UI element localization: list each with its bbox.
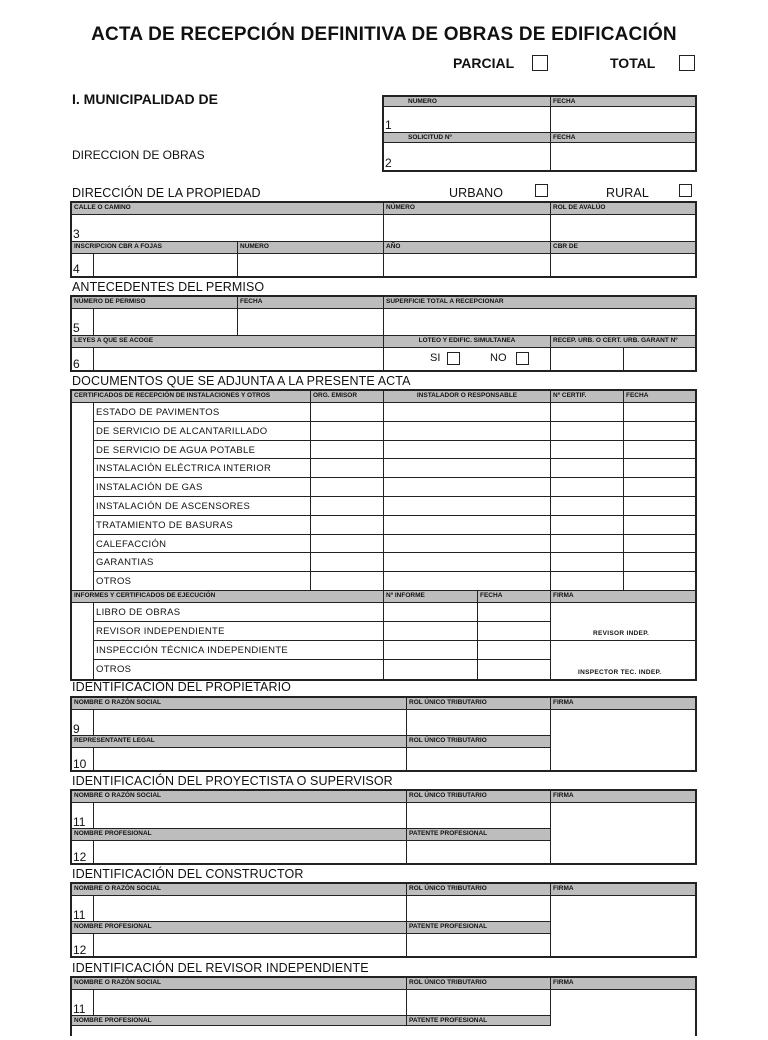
rut-revisor-header: ROL ÚNICO TRIBUTARIO xyxy=(407,978,551,990)
org-emisor-field[interactable] xyxy=(311,535,384,554)
ncert-field[interactable] xyxy=(551,553,624,572)
fecha-cert-field[interactable] xyxy=(624,572,695,591)
ncert-field[interactable] xyxy=(551,516,624,535)
row-number-12: 12 xyxy=(73,850,87,864)
row-gutter xyxy=(72,516,94,535)
informe-item xyxy=(94,622,384,641)
firma-informe-header: FIRMA xyxy=(551,591,695,603)
ninforme-header: Nº INFORME xyxy=(384,591,478,603)
fecha-cert-field[interactable] xyxy=(624,422,695,441)
org-emisor-field[interactable] xyxy=(311,403,384,422)
fecha-informe-field[interactable] xyxy=(478,641,551,660)
constructor-table xyxy=(70,882,697,958)
fecha-informe-field[interactable] xyxy=(478,603,551,622)
org-emisor-header: ORG. EMISOR xyxy=(311,391,384,403)
instalador-header: INSTALADOR O RESPONSABLE xyxy=(384,391,551,403)
calle-field[interactable] xyxy=(72,215,384,242)
ncert-field[interactable] xyxy=(551,572,624,591)
row-number-5: 5 xyxy=(73,321,80,335)
fecha-cert-field[interactable] xyxy=(624,516,695,535)
row-number-1: 1 xyxy=(385,118,392,132)
row-number-10: 10 xyxy=(73,757,87,771)
informe-item xyxy=(94,660,384,679)
nombre-prof-constructor-header: NOMBRE PROFESIONAL xyxy=(72,922,407,934)
inspector-indep-label: INSPECTOR TEC. INDEP. xyxy=(578,669,662,676)
cert-item-label: GARANTIAS xyxy=(96,557,154,569)
fecha-cert-header: FECHA xyxy=(624,391,695,403)
ninforme-field[interactable] xyxy=(384,622,478,641)
fecha-permiso-header: FECHA xyxy=(238,297,384,309)
fecha2-field[interactable] xyxy=(551,143,695,170)
cert-item xyxy=(94,422,311,441)
documentos-table xyxy=(70,389,697,681)
rol-field[interactable] xyxy=(551,215,695,242)
form-title: ACTA DE RECEPCIÓN DEFINITIVA DE OBRAS DE EDIFICACIÓN xyxy=(91,24,677,45)
instalador-field[interactable] xyxy=(384,441,551,460)
recep-field-2[interactable] xyxy=(624,348,695,370)
org-emisor-field[interactable] xyxy=(311,516,384,535)
patente-proyectista-field[interactable] xyxy=(407,841,551,863)
ncert-field[interactable] xyxy=(551,403,624,422)
fecha-cert-field[interactable] xyxy=(624,441,695,460)
cert-item xyxy=(94,535,311,554)
inscripcion-field[interactable] xyxy=(94,254,238,276)
firma-revisor-field[interactable] xyxy=(551,603,695,641)
fecha-informe-field[interactable] xyxy=(478,622,551,641)
total-label: TOTAL xyxy=(610,55,656,71)
firma-constructor-header: FIRMA xyxy=(551,884,695,896)
cert-item-label: ESTADO DE PAVIMENTOS xyxy=(96,407,220,418)
superficie-header: SUPERFICIE TOTAL A RECEPCIONAR xyxy=(384,297,695,309)
firma-constructor-field[interactable] xyxy=(551,896,695,956)
informe-item-label: LIBRO DE OBRAS xyxy=(96,607,181,618)
nombre-revisor-header: NOMBRE O RAZÓN SOCIAL xyxy=(72,978,407,990)
informe-item-label: INSPECCIÓN TÉCNICA INDEPENDIENTE xyxy=(96,645,289,656)
org-emisor-field[interactable] xyxy=(311,497,384,516)
row-gutter xyxy=(72,660,94,679)
org-emisor-field[interactable] xyxy=(311,459,384,478)
patente-proyectista-header: PATENTE PROFESIONAL xyxy=(407,829,551,841)
proyectista-title: IDENTIFICACIÓN DEL PROYECTISTA O SUPERVISOR xyxy=(72,774,393,788)
cert-item xyxy=(94,459,311,478)
fecha-informe-header: FECHA xyxy=(478,591,551,603)
row-number-4: 4 xyxy=(73,262,80,276)
inscripcion-header: INSCRIPCION CBR A FOJAS xyxy=(72,242,238,254)
rural-label: RURAL xyxy=(606,186,649,200)
numero-field[interactable] xyxy=(384,107,551,133)
ncert-header: Nº CERTIF. xyxy=(551,391,624,403)
row-gutter xyxy=(72,459,94,478)
row-gutter xyxy=(72,478,94,497)
firma-inspector-field[interactable] xyxy=(551,641,695,679)
rut-proyectista-field[interactable] xyxy=(407,803,551,829)
row-gutter xyxy=(72,535,94,554)
rut-propietario-field[interactable] xyxy=(407,710,551,736)
cbr-field[interactable] xyxy=(551,254,695,276)
informe-item-label: OTROS xyxy=(96,664,132,675)
instalador-field[interactable] xyxy=(384,422,551,441)
instalador-field[interactable] xyxy=(384,553,551,572)
representante-header: REPRESENTANTE LEGAL xyxy=(72,736,407,748)
ncert-field[interactable] xyxy=(551,441,624,460)
row-gutter xyxy=(72,497,94,516)
ninforme-field[interactable] xyxy=(384,603,478,622)
fecha-permiso-field[interactable] xyxy=(238,309,384,336)
no-checkbox[interactable] xyxy=(516,352,529,365)
cert-item-label: CALEFACCIÓN xyxy=(96,538,167,550)
instalador-field[interactable] xyxy=(384,572,551,591)
firma-revisor-id-field[interactable] xyxy=(551,990,695,1040)
firma-proyectista-header: FIRMA xyxy=(551,791,695,803)
instalador-field[interactable] xyxy=(384,535,551,554)
nombre-revisor-field[interactable] xyxy=(94,990,407,1016)
row-number-2: 2 xyxy=(385,156,392,170)
municipalidad-label: I. MUNICIPALIDAD DE xyxy=(72,91,218,107)
propiedad-table xyxy=(70,201,697,278)
leyes-field[interactable] xyxy=(94,348,384,370)
cert-item xyxy=(94,478,311,497)
numero-permiso-header: NÚMERO DE PERMISO xyxy=(72,297,238,309)
instalador-field[interactable] xyxy=(384,497,551,516)
representante-field[interactable] xyxy=(94,748,407,770)
parcial-label: PARCIAL xyxy=(453,55,515,71)
row-gutter xyxy=(72,553,94,572)
nombre-prof-proyectista-header: NOMBRE PROFESIONAL xyxy=(72,829,407,841)
row-number-12b: 12 xyxy=(73,943,87,957)
nombre-prof-revisor-header: NOMBRE PROFESIONAL xyxy=(72,1016,407,1026)
rut-proyectista-header: ROL ÚNICO TRIBUTARIO xyxy=(407,791,551,803)
fecha-informe-field[interactable] xyxy=(478,660,551,679)
row-number-11c: 11 xyxy=(73,1002,86,1016)
cbr-header: CBR DE xyxy=(551,242,695,254)
nombre-propietario-field[interactable] xyxy=(94,710,407,736)
revisor-table xyxy=(70,976,697,1036)
nombre-proyectista-field[interactable] xyxy=(94,803,407,829)
leyes-header: LEYES A QUE SE ACOGE xyxy=(72,336,384,348)
numero-cbr-field[interactable] xyxy=(238,254,384,276)
nombre-prof-constructor-field[interactable] xyxy=(94,934,407,956)
rut-constructor-header: ROL ÚNICO TRIBUTARIO xyxy=(407,884,551,896)
firma-propietario-header: FIRMA xyxy=(551,698,695,710)
numero-cbr-header: NUMERO xyxy=(238,242,384,254)
row-number-11b: 11 xyxy=(73,908,86,922)
recep-field-1[interactable] xyxy=(551,348,624,370)
revisor-indep-label: REVISOR INDEP. xyxy=(593,630,650,637)
fecha-header: FECHA xyxy=(551,97,695,107)
fecha-cert-field[interactable] xyxy=(624,553,695,572)
nombre-constructor-field[interactable] xyxy=(94,896,407,922)
row-gutter xyxy=(72,403,94,422)
row-number-11: 11 xyxy=(73,815,86,829)
ncert-field[interactable] xyxy=(551,497,624,516)
cert-item-label: OTROS xyxy=(96,576,132,588)
instalador-field[interactable] xyxy=(384,478,551,497)
cert-item xyxy=(94,553,311,572)
fecha-cert-field[interactable] xyxy=(624,535,695,554)
ncert-field[interactable] xyxy=(551,459,624,478)
solicitud-field[interactable] xyxy=(384,143,551,170)
anio-header: AÑO xyxy=(384,242,551,254)
fecha-cert-field[interactable] xyxy=(624,478,695,497)
informe-item xyxy=(94,641,384,660)
patente-revisor-header: PATENTE PROFESIONAL xyxy=(407,1016,551,1026)
total-checkbox[interactable] xyxy=(679,55,695,71)
rut-representante-field[interactable] xyxy=(407,748,551,770)
superficie-field[interactable] xyxy=(384,309,695,336)
revisor-title: IDENTIFICACIÓN DEL REVISOR INDEPENDIENTE xyxy=(72,961,369,975)
antecedentes-table xyxy=(70,295,697,372)
row-gutter xyxy=(72,441,94,460)
proyectista-table xyxy=(70,789,697,865)
cert-item xyxy=(94,572,311,591)
row-gutter xyxy=(72,641,94,660)
informe-item-label: REVISOR INDEPENDIENTE xyxy=(96,626,225,637)
si-checkbox[interactable] xyxy=(447,352,460,365)
urbano-label: URBANO xyxy=(449,186,504,200)
firma-propietario-field[interactable] xyxy=(551,710,695,770)
firma-proyectista-field[interactable] xyxy=(551,803,695,863)
org-emisor-field[interactable] xyxy=(311,441,384,460)
row-gutter xyxy=(72,603,94,622)
loteo-field xyxy=(384,348,551,370)
row-gutter xyxy=(72,572,94,591)
propiedad-title: DIRECCIÓN DE LA PROPIEDAD xyxy=(72,186,261,200)
ncert-field[interactable] xyxy=(551,535,624,554)
cert-item-label: INSTALACIÓN DE GAS xyxy=(96,482,203,494)
fecha-cert-field[interactable] xyxy=(624,497,695,516)
row-number-6: 6 xyxy=(73,357,80,371)
org-emisor-field[interactable] xyxy=(311,422,384,441)
cert-item-label: TRATAMIENTO DE BASURAS xyxy=(96,519,233,531)
cert-item xyxy=(94,516,311,535)
recep-header: RECEP. URB. O CERT. URB. GARANT Nº xyxy=(551,336,695,348)
no-label: NO xyxy=(490,352,507,364)
numero-prop-field[interactable] xyxy=(384,215,551,242)
instalador-field[interactable] xyxy=(384,516,551,535)
fecha-cert-field[interactable] xyxy=(624,403,695,422)
cert-header: CERTIFICADOS DE RECEPCIÓN DE INSTALACIONES Y OTROS xyxy=(72,391,311,403)
ncert-field[interactable] xyxy=(551,478,624,497)
calle-header: CALLE O CAMINO xyxy=(72,203,384,215)
constructor-title: IDENTIFICACIÓN DEL CONSTRUCTOR xyxy=(72,867,304,881)
cert-item-label: DE SERVICIO DE AGUA POTABLE xyxy=(96,444,256,456)
rol-header: ROL DE AVALÚO xyxy=(551,203,695,215)
row-number-9: 9 xyxy=(73,722,80,736)
org-emisor-field[interactable] xyxy=(311,572,384,591)
rut-propietario-header: ROL ÚNICO TRIBUTARIO xyxy=(407,698,551,710)
rut-revisor-field[interactable] xyxy=(407,990,551,1016)
direccion-obras-label: DIRECCION DE OBRAS xyxy=(72,148,205,162)
cert-item-label: INSTALACIÓN DE ASCENSORES xyxy=(96,501,251,512)
rut-representante-header: ROL ÚNICO TRIBUTARIO xyxy=(407,736,551,748)
propietario-title: IDENTIFICACIÓN DEL PROPIETARIO xyxy=(72,680,291,694)
si-label: SI xyxy=(430,352,441,364)
nombre-constructor-header: NOMBRE O RAZÓN SOCIAL xyxy=(72,884,407,896)
nombre-prof-proyectista-field[interactable] xyxy=(94,841,407,863)
row-gutter xyxy=(72,422,94,441)
firma-revisor-header: FIRMA xyxy=(551,978,695,990)
rut-constructor-field[interactable] xyxy=(407,896,551,922)
ninforme-field[interactable] xyxy=(384,641,478,660)
numero-permiso-field[interactable] xyxy=(94,309,238,336)
cert-item xyxy=(94,497,311,516)
urbano-checkbox[interactable] xyxy=(535,184,548,197)
cert-item xyxy=(94,403,311,422)
propietario-table xyxy=(70,696,697,772)
nombre-propietario-header: NOMBRE O RAZÓN SOCIAL xyxy=(72,698,407,710)
org-emisor-field[interactable] xyxy=(311,553,384,572)
documentos-title: DOCUMENTOS QUE SE ADJUNTA A LA PRESENTE ACTA xyxy=(72,374,411,388)
fecha-field[interactable] xyxy=(551,107,695,133)
fecha-cert-field[interactable] xyxy=(624,459,695,478)
parcial-checkbox[interactable] xyxy=(532,55,548,71)
org-emisor-field[interactable] xyxy=(311,478,384,497)
informes-header: INFORMES Y CERTIFICADOS DE EJECUCIÓN xyxy=(72,591,384,603)
solicitud-header: SOLICITUD Nº xyxy=(384,133,551,143)
instalador-field[interactable] xyxy=(384,403,551,422)
numero-prop-header: NÚMERO xyxy=(384,203,551,215)
ninforme-field[interactable] xyxy=(384,660,478,679)
patente-constructor-header: PATENTE PROFESIONAL xyxy=(407,922,551,934)
row-number-3: 3 xyxy=(73,227,80,241)
cert-item-label: DE SERVICIO DE ALCANTARILLADO xyxy=(96,425,268,437)
numero-header: NUMERO xyxy=(384,97,551,107)
informe-item xyxy=(94,603,384,622)
anio-field[interactable] xyxy=(384,254,551,276)
patente-constructor-field[interactable] xyxy=(407,934,551,956)
antecedentes-title: ANTECEDENTES DEL PERMISO xyxy=(72,280,265,294)
rural-checkbox[interactable] xyxy=(679,184,692,197)
cert-item-label: INSTALACIÓN ELÉCTRICA INTERIOR xyxy=(96,463,272,475)
row-gutter xyxy=(72,622,94,641)
loteo-header: LOTEO Y EDIFIC. SIMULTANEA xyxy=(384,336,551,348)
nombre-proyectista-header: NOMBRE O RAZÓN SOCIAL xyxy=(72,791,407,803)
instalador-field[interactable] xyxy=(384,459,551,478)
solicitud-box xyxy=(382,95,697,172)
cert-item xyxy=(94,441,311,460)
fecha2-header: FECHA xyxy=(551,133,695,143)
ncert-field[interactable] xyxy=(551,422,624,441)
